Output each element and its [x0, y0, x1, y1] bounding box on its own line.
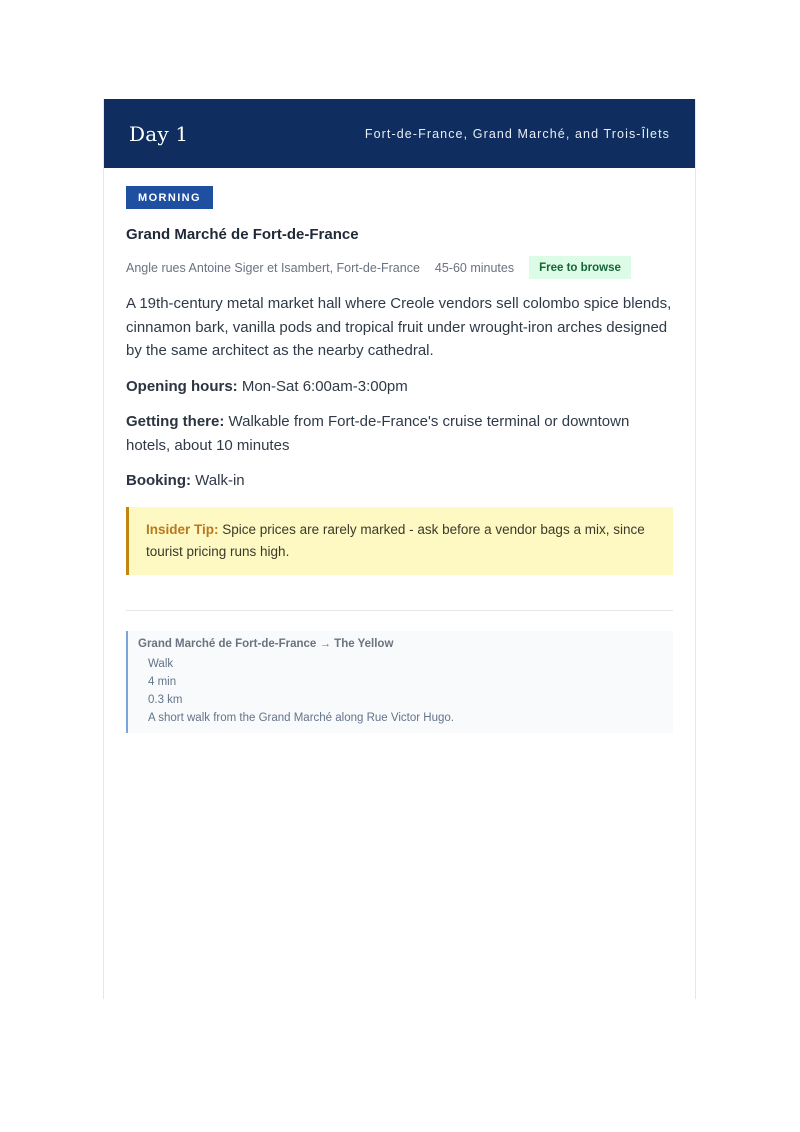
booking-value: Walk-in	[195, 472, 245, 489]
day-subtitle: Fort-de-France, Grand Marché, and Trois-Îlets	[364, 126, 670, 141]
section-divider	[126, 610, 673, 611]
opening-hours-label: Opening hours:	[126, 377, 238, 395]
transit-note: A short walk from the Grand Marché along Rue Victor Hugo.	[148, 711, 454, 724]
getting-there-value: Walkable from Fort-de-France's cruise terminal or downtown hotels, about 10 minutes	[126, 413, 630, 454]
day-content	[104, 168, 695, 733]
price-badge: Free to browse	[529, 256, 631, 279]
activity-duration: 45-60 minutes	[434, 260, 515, 275]
transit-mode: Walk	[148, 657, 174, 670]
day-header	[104, 99, 695, 168]
activity-address: Angle rues Antoine Siger et Isambert, Fort-de-France	[126, 260, 420, 275]
insider-tip-text: Spice prices are rarely marked - ask before a vendor bags a mix, since tourist pricing runs high.	[146, 521, 645, 559]
transit-route: Grand Marché de Fort-de-France → The Yellow	[138, 637, 394, 650]
opening-hours	[126, 375, 673, 399]
transit-distance: 0.3 km	[148, 693, 183, 706]
activity-description: A 19th-century metal market hall where Creole vendors sell colombo spice blends, cinnamon bark, vanilla pods and tropical fruit under wrought-iron arches designed by the same architect as the nearby cathedral.	[126, 295, 672, 359]
insider-tip	[126, 507, 673, 575]
day-title: Day 1	[129, 121, 189, 146]
activity-meta	[126, 256, 673, 279]
insider-tip-label: Insider Tip:	[146, 521, 219, 537]
transit-time: 4 min	[148, 675, 177, 688]
day-card	[103, 99, 696, 999]
getting-there-label: Getting there:	[126, 413, 225, 430]
booking	[126, 469, 673, 493]
transit-block	[126, 631, 673, 733]
getting-there	[126, 410, 673, 457]
opening-hours-value: Mon-Sat 6:00am-3:00pm	[241, 377, 408, 395]
period-badge: MORNING	[126, 186, 213, 209]
card-fade	[104, 859, 695, 999]
activity-title: Grand Marché de Fort-de-France	[126, 226, 359, 243]
booking-label: Booking:	[126, 472, 191, 489]
